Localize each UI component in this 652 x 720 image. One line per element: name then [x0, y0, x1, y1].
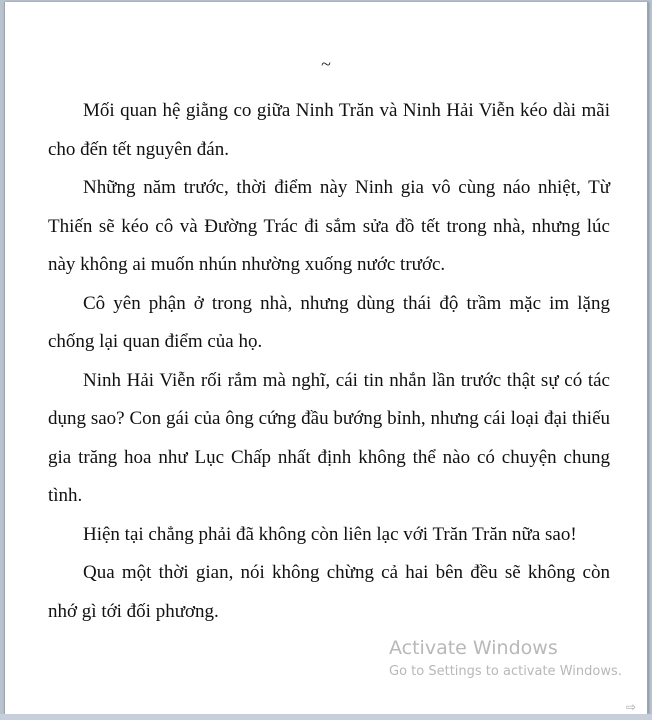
arrow-icon: ⇨	[626, 700, 637, 714]
paragraph-3: Cô yên phận ở trong nhà, nhưng dùng thái độ trầm mặc im lặng chống lại quan điểm của họ.	[48, 292, 610, 352]
document-body	[48, 92, 610, 631]
paragraph-4: Ninh Hải Viễn rối rắm mà nghĩ, cái tin nhắn lần trước thật sự có tác dụng sao? Con gái của ông cứng đầu bướng bỉnh, nhưng cái loại đại thiếu gia trăng hoa như Lục Chấp nhất định không thể nào có chuyện chung tình.	[48, 369, 610, 506]
activate-windows-watermark	[389, 636, 622, 682]
ornament: ~	[321, 54, 331, 74]
watermark-subtitle: Go to Settings to activate Windows.	[389, 664, 622, 679]
paragraph-5: Hiện tại chẳng phải đã không còn liên lạc với Trăn Trăn nữa sao!	[83, 523, 577, 545]
paragraph-2: Những năm trước, thời điểm này Ninh gia vô cùng náo nhiệt, Từ Thiến sẽ kéo cô và Đường Trác đi sắm sửa đồ tết trong nhà, nhưng lúc này không ai muốn nhún nhường xuống nước trước.	[48, 177, 610, 275]
watermark-title: Activate Windows	[389, 637, 558, 659]
bottom-border	[0, 714, 652, 720]
paragraph-6: Qua một thời gian, nói không chừng cả hai bên đều sẽ không còn nhớ gì tới đối phương.	[48, 562, 610, 622]
paragraph-1: Mối quan hệ giằng co giữa Ninh Trăn và Ninh Hải Viễn kéo dài mãi cho đến tết nguyên đán.	[48, 100, 610, 160]
document-page	[4, 2, 648, 714]
